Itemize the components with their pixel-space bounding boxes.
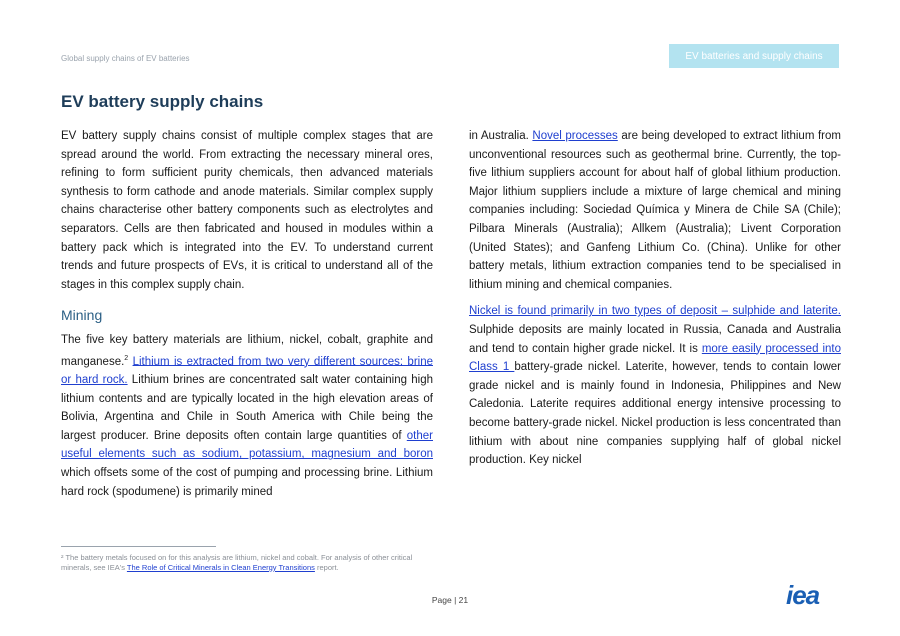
mining-text-3: which offsets some of the cost of pumping and processing brine. Lithium hard rock (spodumene) is primarily mined	[61, 466, 433, 498]
critical-minerals-report-link[interactable]: The Role of Critical Minerals in Clean Energy Transitions	[126, 563, 315, 572]
footnote-text: ² The battery metals focused on for this analysis are lithium, nickel and cobalt. For analysis of other critical minerals, see IEA's	[61, 553, 413, 572]
lithium-sources-link[interactable]: Lithium is extracted from two very different sources: brine or hard rock.	[61, 355, 433, 386]
novel-processes-link[interactable]: Novel processes	[532, 130, 618, 142]
iea-logo: iea	[786, 580, 820, 610]
mining-text-2: Lithium brines are concentrated salt water containing high lithium contents and are typically located in the high elevation areas of Bolivia, Argentina and Chile in South America with Chile being the largest producer. Brine deposits often contain large quantities of	[61, 373, 433, 442]
footnote-tail: report.	[314, 563, 339, 572]
mining-paragraph	[61, 331, 433, 501]
mining-text-1: The five key battery materials are lithium, nickel, cobalt, graphite and manganese.	[61, 333, 433, 368]
nickel-deposits-link[interactable]: Nickel is found primarily in two types of deposit – sulphide and laterite.	[469, 305, 841, 318]
footnote	[61, 553, 441, 573]
lithium-text-1: in Australia.	[469, 130, 533, 142]
left-column	[61, 127, 433, 509]
nickel-text-2: battery-grade nickel. Laterite, however, tends to contain lower grade nickel and is mainly found in Indonesia, Philippines and New Caledonia. Laterite requires additional energy intensive processing to become battery-grade nickel. Nickel production is less concentrated than lithium with about nine companies supplying half of global nickel production. Key nickel	[469, 361, 841, 467]
section-tag: EV batteries and supply chains	[669, 44, 839, 68]
section-heading-mining: Mining	[61, 307, 103, 324]
page-number: Page | 21	[431, 595, 469, 605]
footnote-divider	[61, 546, 216, 547]
useful-elements-link[interactable]: other useful elements such as sodium, potassium, magnesium and boron	[61, 429, 433, 461]
nickel-paragraph	[469, 302, 841, 469]
lithium-text-2: are being developed to extract lithium from unconventional resources such as geothermal brine. Currently, the top-five lithium suppliers account for about half of global lithium production. Major lithium suppliers include a mixture of large chemical and mining companies including: Sociedad Química y Minera de Chile SA (Chile); Pilbara Minerals (Australia); Allkem (Australia); Livent Corporation (United States); and Ganfeng Lithium Co. (China). Unlike for other battery metals, lithium extraction companies tend to be specialised in lithium mining and chemical companies.	[469, 130, 841, 291]
lithium-paragraph	[469, 127, 841, 294]
intro-paragraph: EV battery supply chains consist of multiple complex stages that are spread around the world. From extracting the necessary mineral ores, refining to form sufficient purity chemicals, then advanced materials synthesis to form cathode and anode materials. Similar complex supply chains characterise other battery components such as electrolytes and separators. Cells are then fabricated and housed in modules within a battery pack which is integrated into the EV. To understand current trends and future prospects of EVs, it is critical to understand all of the stages in this complex supply chain.	[61, 130, 433, 291]
footnote-ref[interactable]: 2	[124, 354, 129, 362]
class1-processing-link[interactable]: more easily processed into Class 1	[469, 342, 841, 374]
nickel-text-1: Sulphide deposits are mainly located in Russia, Canada and Australia and tend to contain higher grade nickel. It is	[469, 323, 841, 355]
page-title: EV battery supply chains	[61, 92, 264, 111]
right-column	[469, 127, 841, 478]
running-header: Global supply chains of EV batteries	[61, 54, 190, 63]
